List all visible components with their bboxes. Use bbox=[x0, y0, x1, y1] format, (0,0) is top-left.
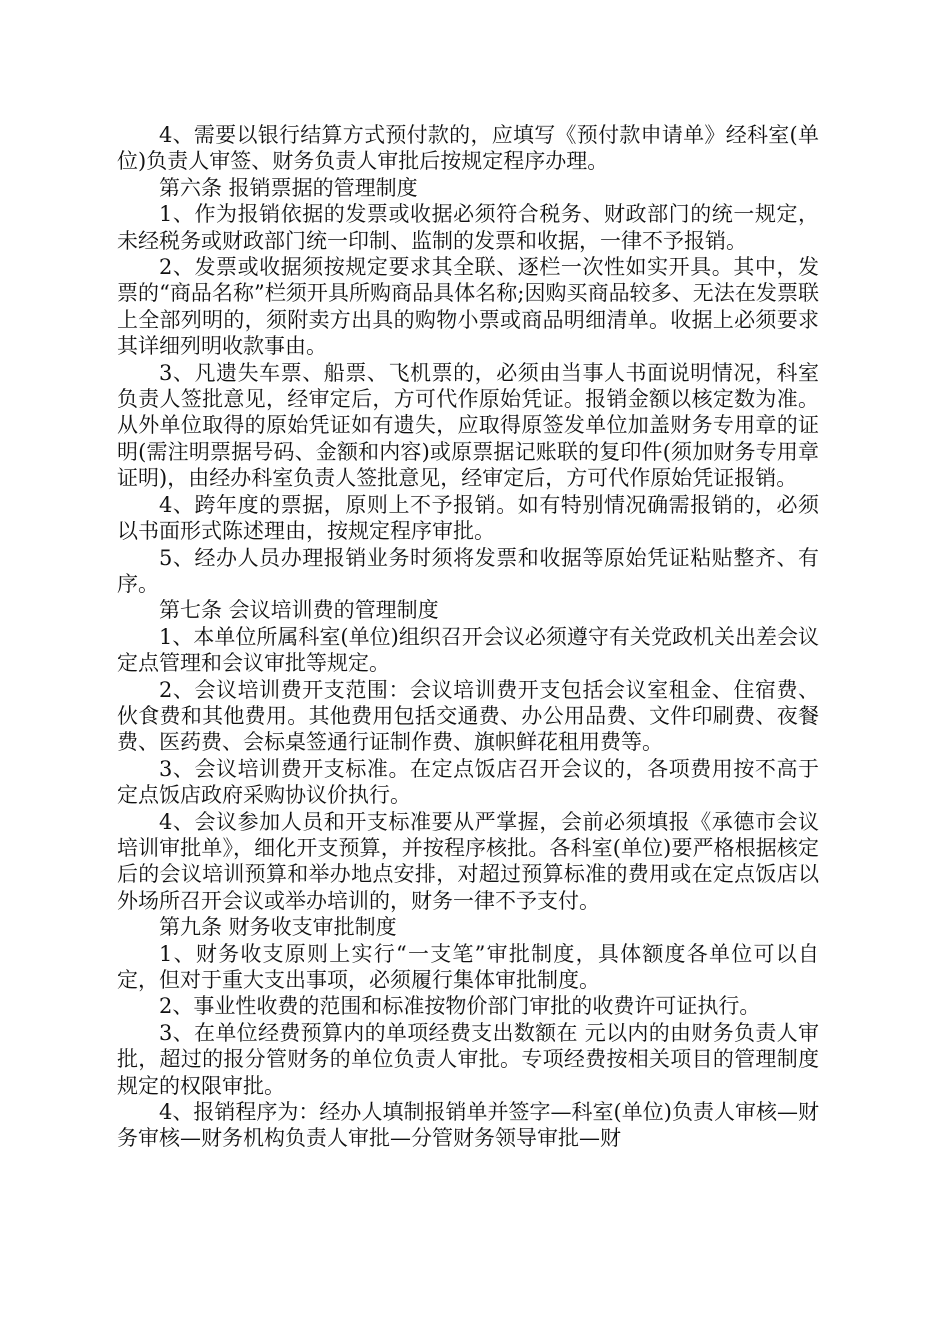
paragraph-prepayment-4: 4、需要以银行结算方式预付款的，应填写《预付款申请单》经科室(单位)负责人审签、财务负责人审批后按规定程序办理。 bbox=[117, 123, 819, 174]
paragraph-approval-3: 3、在单位经费预算内的单项经费支出数额在 元以内的由财务负责人审批，超过的报分管财务的单位负责人审批。专项经费按相关项目的管理制度规定的权限审批。 bbox=[117, 1020, 819, 1098]
paragraph-meeting-2: 2、会议培训费开支范围：会议培训费开支包括会议室租金、住宿费、伙食费和其他费用。其他费用包括交通费、办公用品费、文件印刷费、夜餐费、医药费、会标桌签通行证制作费、旗帜鲜花租用费等。 bbox=[117, 677, 819, 755]
heading-article-9: 第九条 财务收支审批制度 bbox=[159, 915, 397, 940]
paragraph-receipts-1: 1、作为报销依据的发票或收据必须符合税务、财政部门的统一规定，未经税务或财政部门统一印制、监制的发票和收据，一律不予报销。 bbox=[117, 202, 819, 253]
paragraph-receipts-4: 4、跨年度的票据，原则上不予报销。如有特别情况确需报销的，必须以书面形式陈述理由，按规定程序审批。 bbox=[117, 492, 819, 544]
paragraph-meeting-3: 3、会议培训费开支标准。在定点饭店召开会议的，各项费用按不高于定点饭店政府采购协议价执行。 bbox=[117, 756, 819, 808]
paragraph-approval-1: 1、财务收支原则上实行“一支笔”审批制度，具体额度各单位可以自定，但对于重大支出事项，必须履行集体审批制度。 bbox=[117, 941, 819, 992]
paragraph-receipts-2: 2、发票或收据须按规定要求其全联、逐栏一次性如实开具。其中，发票的“商品名称”栏须开具所购商品具体名称;因购买商品较多、无法在发票联上全部列明的，须附卖方出具的购物小票或商品明细清单。收据上必须要求其详细列明收款事由。 bbox=[117, 255, 819, 359]
paragraph-receipts-5: 5、经办人员办理报销业务时须将发票和收据等原始凭证粘贴整齐、有序。 bbox=[117, 545, 819, 596]
paragraph-meeting-1: 1、本单位所属科室(单位)组织召开会议必须遵守有关党政机关出差会议定点管理和会议审批等规定。 bbox=[117, 624, 819, 676]
paragraph-approval-2: 2、事业性收费的范围和标准按物价部门审批的收费许可证执行。 bbox=[159, 994, 761, 1019]
paragraph-approval-4: 4、报销程序为：经办人填制报销单并签字—科室(单位)负责人审核—财务审核—财务机构负责人审批—分管财务领导审批—财 bbox=[117, 1100, 819, 1151]
heading-article-7: 第七条 会议培训费的管理制度 bbox=[159, 598, 439, 623]
document-page bbox=[117, 122, 819, 1152]
paragraph-receipts-3: 3、凡遗失车票、船票、飞机票的，必须由当事人书面说明情况，科室负责人签批意见，经审定后，方可代作原始凭证。报销金额以核定数为准。从外单位取得的原始凭证如有遗失，应取得原签发单位加盖财务专用章的证明(需注明票据号码、金额和内容)或原票据记账联的复印件(须加财务专用章证明)，由经办科室负责人签批意见，经审定后，方可代作原始凭证报销。 bbox=[117, 360, 819, 491]
heading-article-6: 第六条 报销票据的管理制度 bbox=[159, 175, 418, 200]
paragraph-meeting-4: 4、会议参加人员和开支标准要从严掌握，会前必须填报《承德市会议培训审批单》，细化开支预算，并按程序核批。各科室(单位)要严格根据核定后的会议培训预算和举办地点安排，对超过预算标准的费用或在定点饭店以外场所召开会议或举办培训的，财务一律不予支付。 bbox=[117, 809, 819, 913]
